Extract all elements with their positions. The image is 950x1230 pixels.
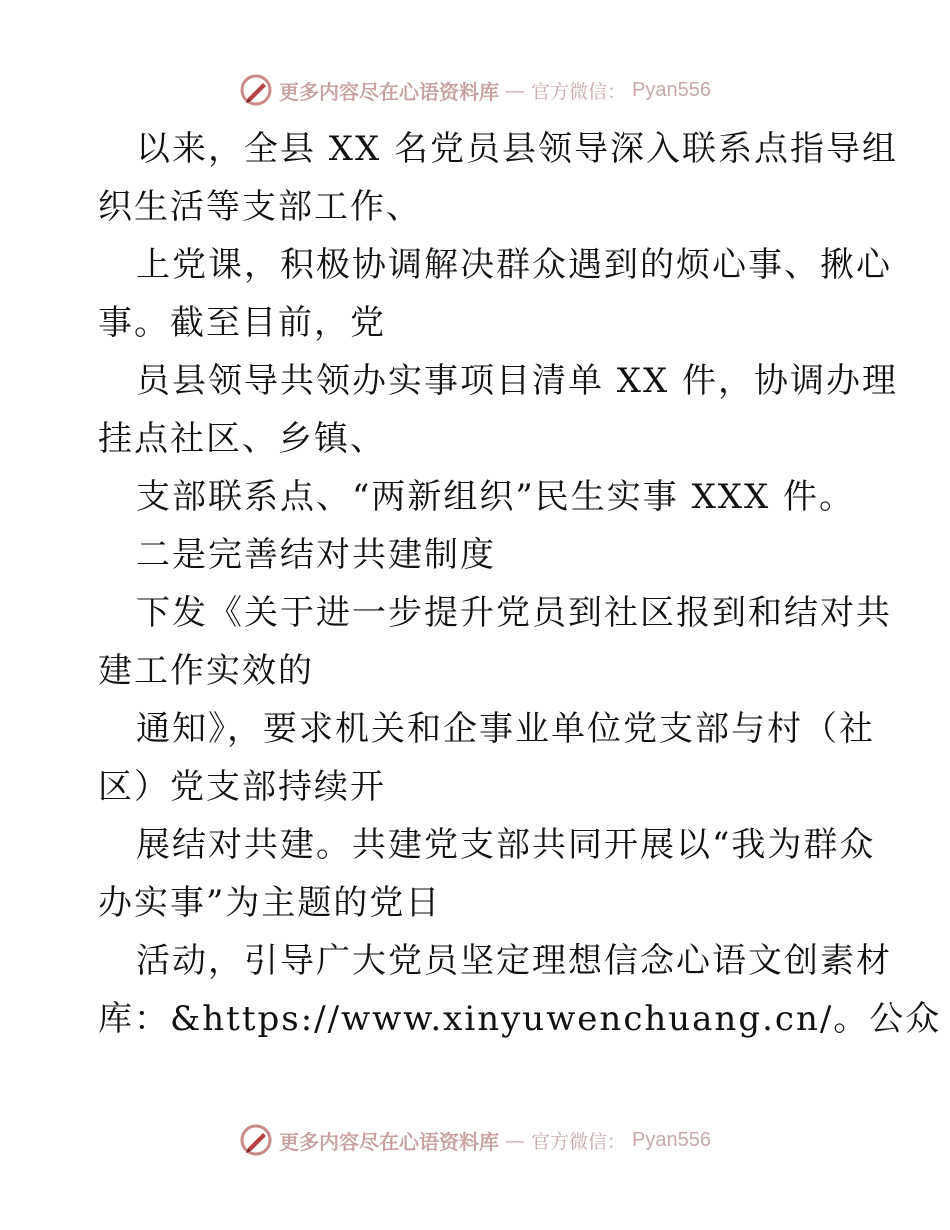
text-line: 下发《关于进一步提升党员到社区报到和结对共 (136, 593, 892, 633)
text-line: 建工作实效的 (98, 651, 314, 691)
document-body (98, 120, 942, 1048)
pen-logo-icon (239, 73, 273, 107)
text-line: 办实事”为主题的党日 (98, 883, 442, 923)
banner-title: 更多内容尽在心语资料库 (279, 79, 499, 104)
text-line: 员县领导共领办实事项目清单 XX 件，协调办理 (136, 361, 899, 401)
text-line: 以来，全县 XX 名党员县领导深入联系点指导组 (136, 129, 899, 169)
footer-watermark (0, 1120, 950, 1160)
text-line: 支部联系点、“两新组织”民生实事 XXX 件。 (136, 477, 855, 517)
banner-title: 更多内容尽在心语资料库 (279, 1129, 499, 1154)
banner-separator: — (505, 1128, 525, 1152)
text-line: 活动，引导广大党员坚定理想信念心语文创素材 (136, 941, 892, 981)
text-line: 事。截至目前，党 (98, 303, 386, 343)
banner-wechat-label: 官方微信： (531, 1130, 627, 1153)
text-line: 挂点社区、乡镇、 (98, 419, 386, 459)
text-line: 通知》，要求机关和企事业单位党支部与村（社 (136, 709, 875, 749)
text-line: 区）党支部持续开 (98, 767, 386, 807)
section-heading: 二是完善结对共建制度 (136, 535, 496, 575)
pen-logo-icon (239, 1123, 273, 1157)
text-line: 织生活等支部工作、 (98, 187, 422, 227)
banner-wechat-label: 官方微信： (531, 80, 627, 103)
banner-separator: — (505, 78, 525, 102)
banner-wechat-id: Pyan556 (632, 1128, 711, 1151)
text-line: 展结对共建。共建党支部共同开展以“我为群众 (136, 825, 876, 865)
banner-wechat-id: Pyan556 (632, 78, 711, 101)
text-line: 上党课，积极协调解决群众遇到的烦心事、揪心 (136, 245, 892, 285)
text-line: 库：&https://www.xinyuwenchuang.cn/。公众 (98, 999, 942, 1039)
header-watermark (0, 70, 950, 110)
